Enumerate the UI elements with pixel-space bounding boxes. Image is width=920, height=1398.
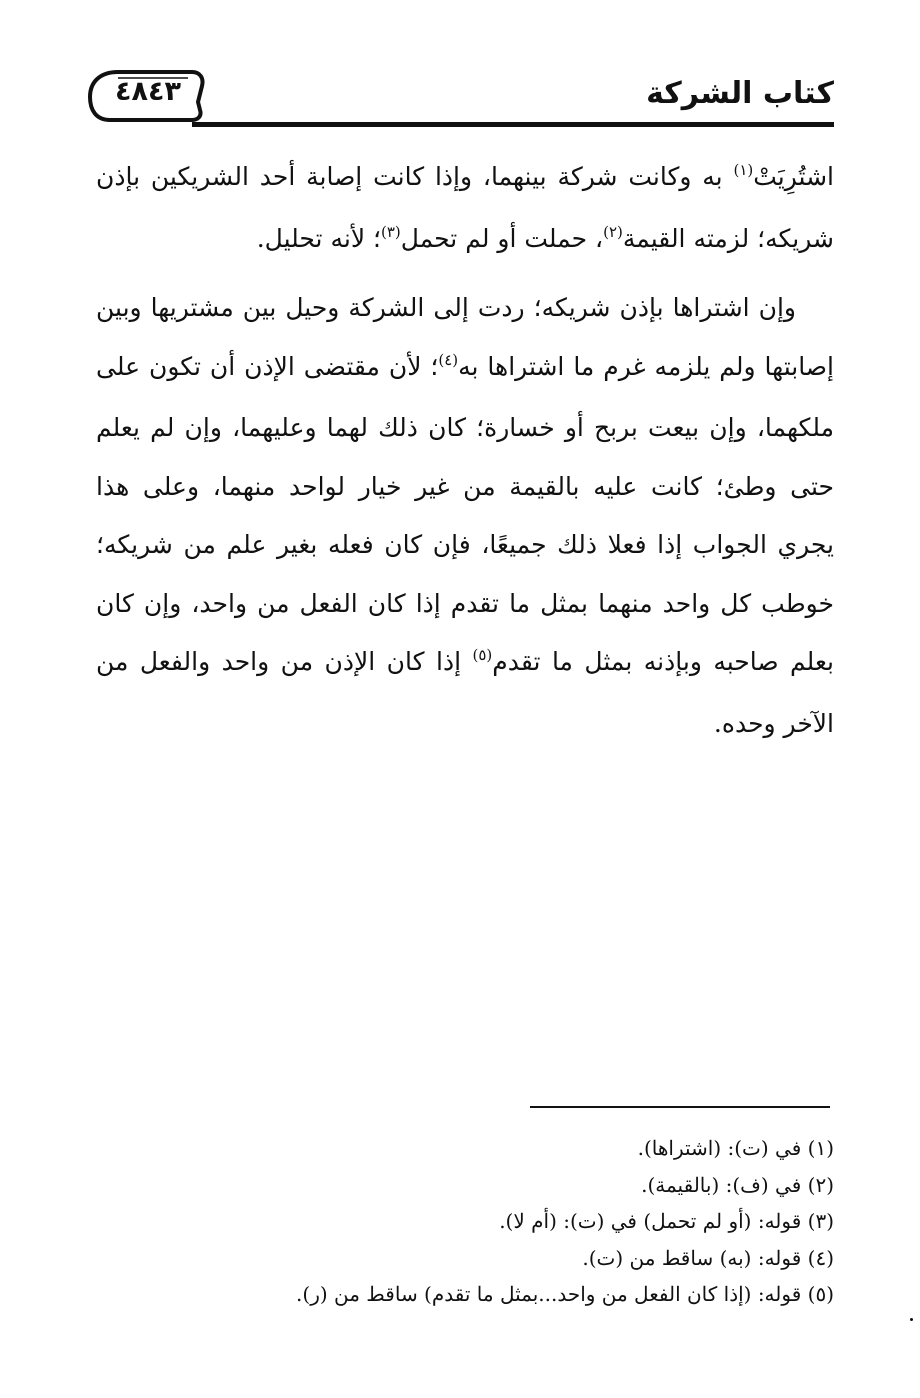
footnote-ref: (٣) xyxy=(380,222,401,241)
main-text xyxy=(96,148,834,753)
page-number: ٤٨٤٣ xyxy=(115,76,181,107)
footnotes xyxy=(120,1130,834,1313)
text-segment: وإن اشتراها بإذن شريكه؛ ردت إلى الشركة وحيل بين مشتريها وبين إصابتها ولم يلزمه غرم ما اشتراها به xyxy=(96,293,834,381)
text-segment: به وكانت شركة بينهما، وإذا كانت إصابة أحد الشريكين بإذن شريكه؛ لزمته القيمة xyxy=(96,162,834,253)
footnote-ref: (٥) xyxy=(472,646,493,664)
header-rule xyxy=(192,122,834,127)
footnote: (٢) في (ف): (بالقيمة). xyxy=(641,1172,834,1197)
paragraph xyxy=(96,279,834,753)
text-segment: ؛ لأنه تحليل. xyxy=(256,223,381,253)
footnote-ref: (١) xyxy=(733,161,754,179)
text-segment: اشتُرِيَتْ xyxy=(753,162,834,191)
footnote: (٥) قوله: (إذا كان الفعل من واحد...بمثل ما تقدم) ساقط من (ر). xyxy=(296,1282,834,1306)
footnote-ref: (٤) xyxy=(438,350,459,369)
footnote: (٣) قوله: (أو لم تحمل) في (ت): (أم لا). xyxy=(499,1209,834,1233)
book-title: كتاب الشركة xyxy=(646,76,834,111)
footnote-separator xyxy=(530,1106,830,1108)
page-header xyxy=(88,64,834,134)
footnote-ref: (٢) xyxy=(603,222,623,241)
text-segment: ، حملت أو لم تحمل xyxy=(400,223,604,253)
footnote: (٤) قوله: (به) ساقط من (ت). xyxy=(582,1245,834,1270)
text-segment: ؛ لأن مقتضى الإذن أن تكون على ملكهما، وإن بيعت بربح أو خسارة؛ كان ذلك لهما وعليهما، وإن لم يعلم حتى وطئ؛ كانت عليه بالقيمة من غير خيار لواحد منهما، وعلى هذا يجري الجواب إذا فعلا ذلك جميعًا، فإن كان فعله بغير علم من شريكه؛ خوطب كل واحد منهما بمثل ما تقدم إذا كان الفعل من واحد، وإن كان بعلم صاحبه وبإذنه بمثل ما تقدم xyxy=(96,351,834,676)
footnote: (١) في (ت): (اشتراها). xyxy=(637,1136,834,1160)
text-segment: إذا كان الإذن من واحد والفعل من الآخر وحده. xyxy=(96,647,834,738)
scan-speck xyxy=(910,1318,913,1321)
paragraph xyxy=(96,148,834,271)
page-number-frame xyxy=(88,66,208,124)
